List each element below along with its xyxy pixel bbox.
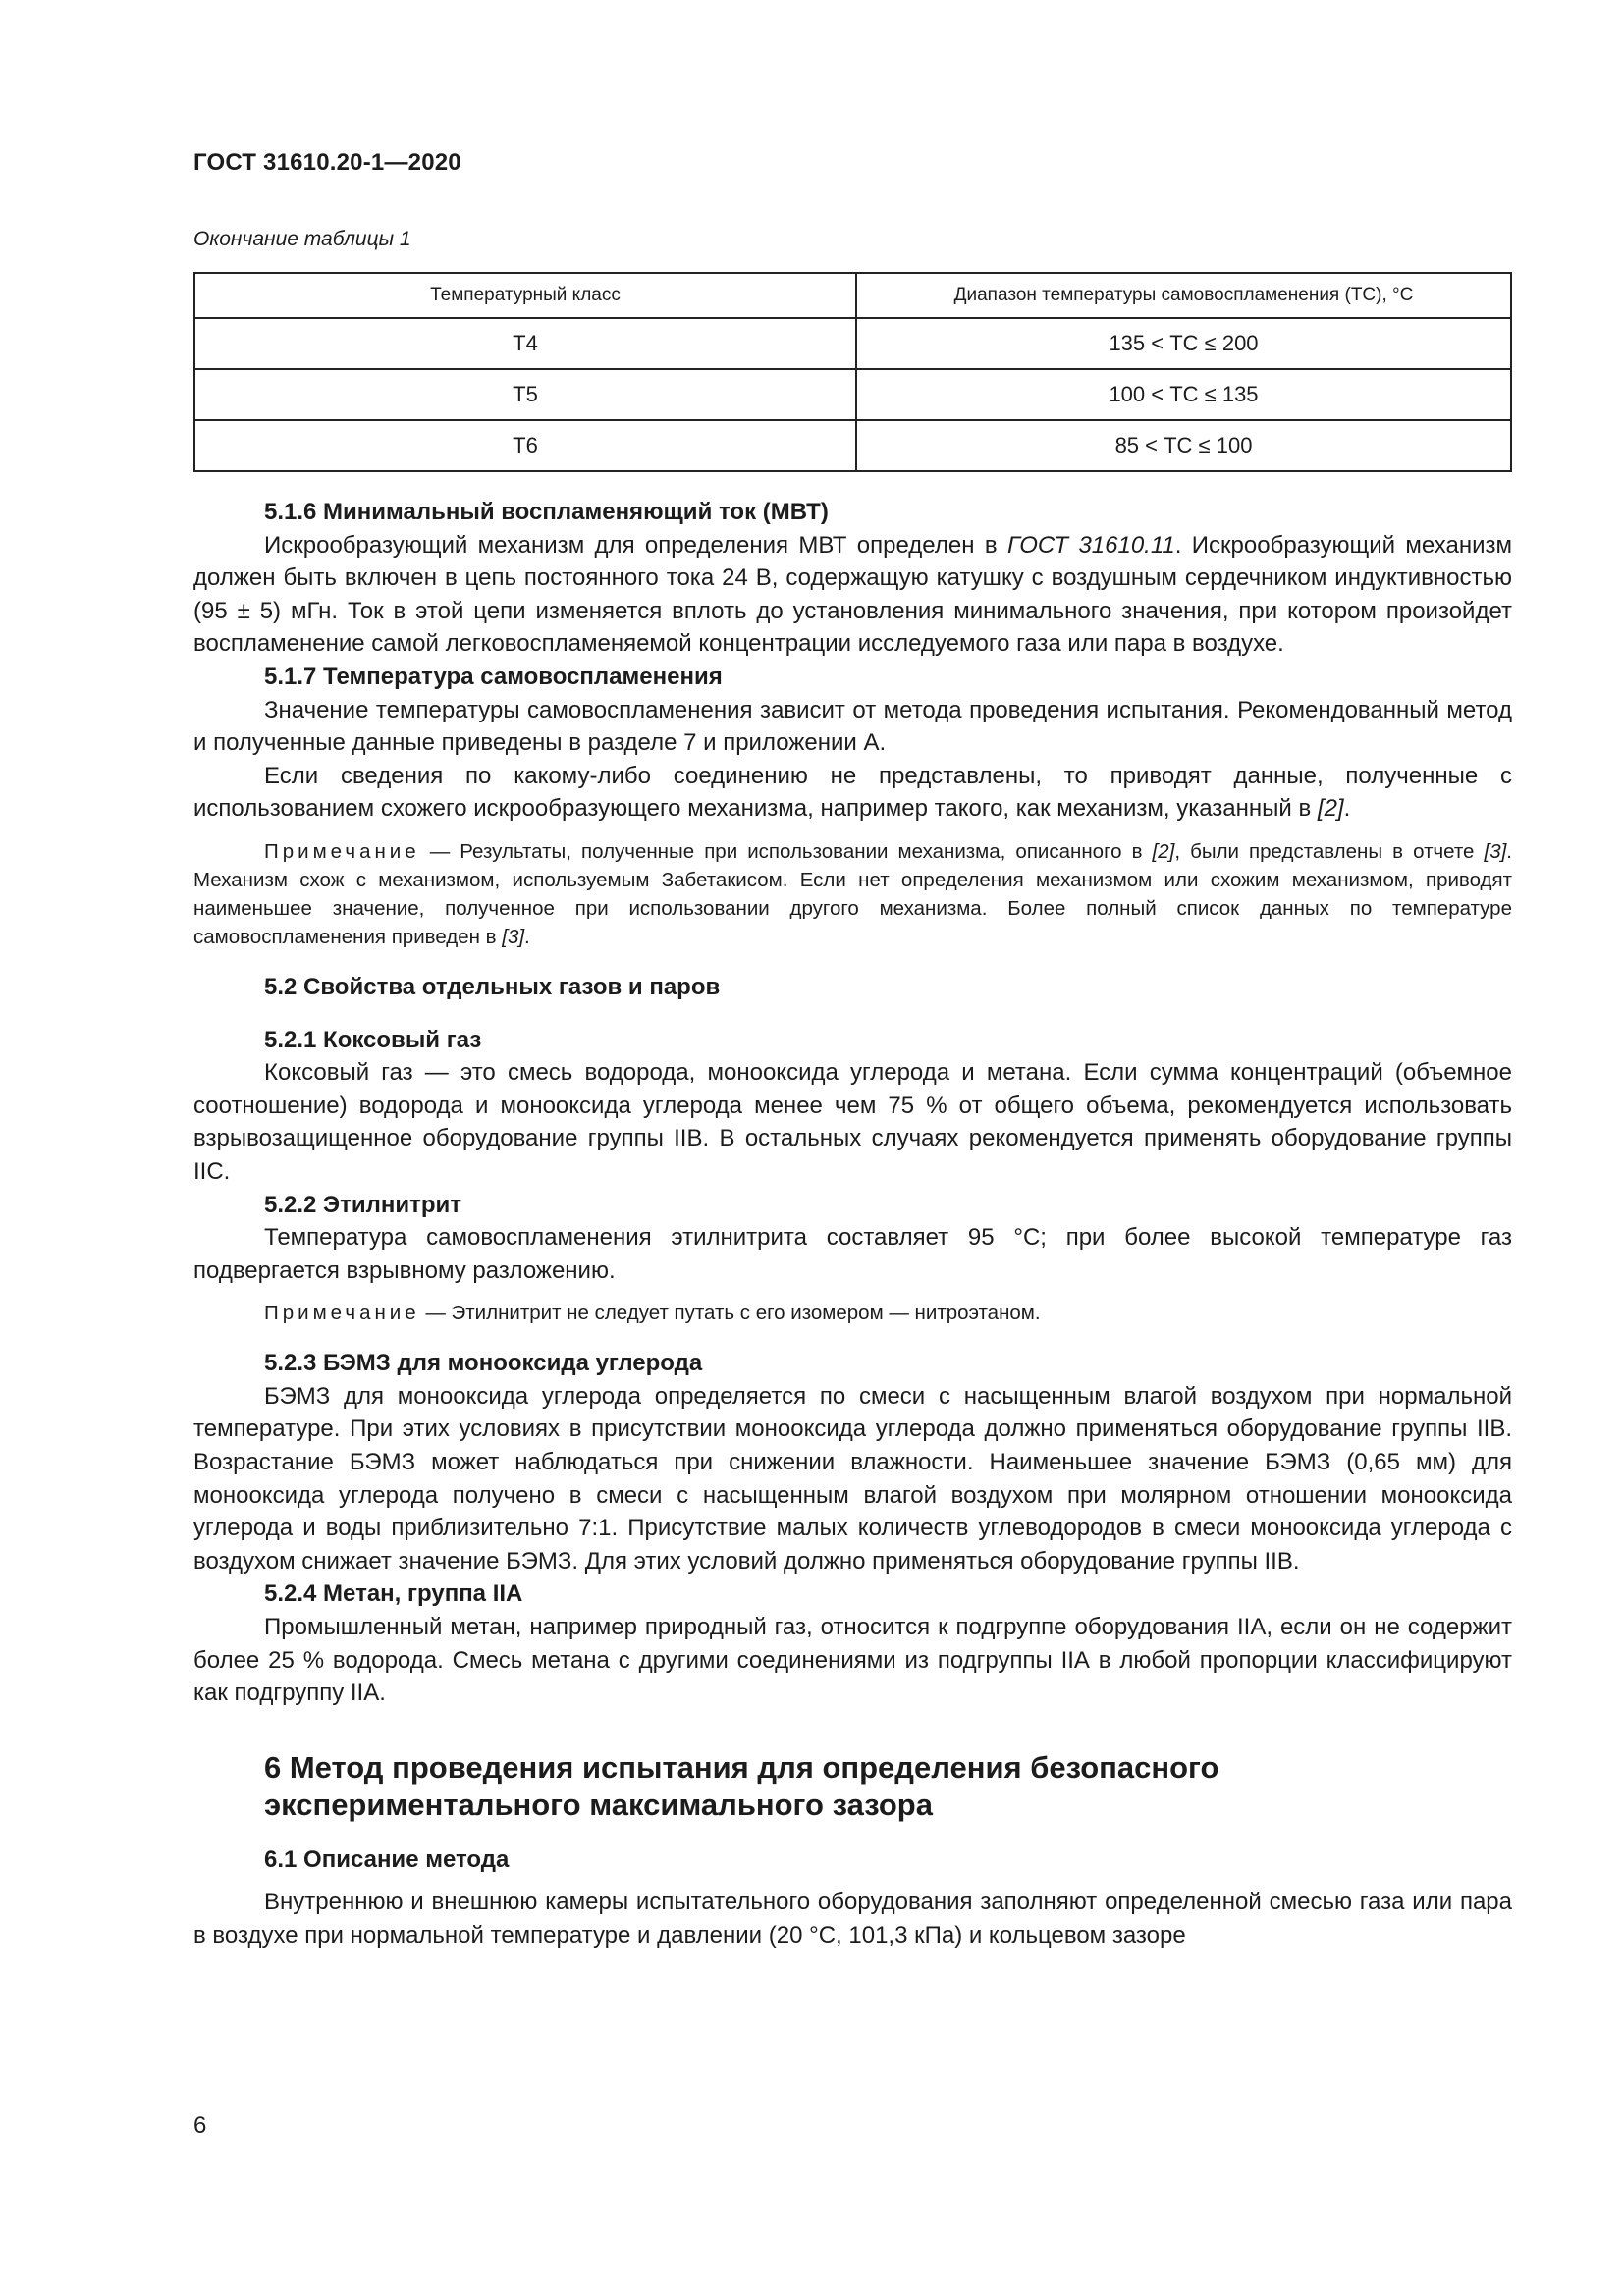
table-cell-class: Т5 (194, 369, 856, 420)
text: Искрообразующий механизм для определения МВТ определен в (264, 531, 1007, 559)
table-caption: Окончание таблицы 1 (193, 228, 411, 250)
section-heading-5-2: 5.2 Свойства отдельных газов и паров (264, 973, 721, 1000)
column-header-range-unit: °С (1392, 285, 1414, 305)
text: . Механизм схож с механизмом, используемым Забетакисом. Если нет определения механизмом или схожим механизмом, приводят наименьшее значение, полученное при использовании другого механизма. Более полный список данных по температуре самовоспламенения приведен в (193, 839, 1512, 948)
paragraph-5-2-3: БЭМЗ для монооксида углерода определяется по смеси с насыщенным влагой воздухом при нормальной температуре. При этих условиях в присутствии монооксида углерода должно применяться оборудование группы IIВ. Возрастание БЭМЗ может наблюдаться при снижении влажности. Наименьшее значение БЭМЗ (0,65 мм) для монооксида углерода получено в смеси с насыщенным влагой воздухом при молярном отношении монооксида углерода и воды приблизительно 7:1. Присутствие малых количеств углеводородов в смеси монооксида углерода с воздухом снижает значение БЭМЗ. Для этих условий должно применяться оборудование группы IIВ. (193, 1382, 1512, 1575)
paragraph-5-1-7-a: Значение температуры самовоспламенения зависит от метода проведения испытания. Рекомендованный метод и полученные данные приведены в разделе 7 и приложении А. (193, 696, 1512, 757)
text: — Результаты, полученные при использовании механизма, описанного в (419, 839, 1153, 863)
section-heading-5-1-7: 5.1.7 Температура самовоспламенения (264, 663, 723, 690)
section-heading-5-2-4: 5.2.4 Метан, группа IIА (264, 1580, 523, 1608)
document-body (193, 496, 1512, 1952)
paragraph-6-1: Внутреннюю и внешнюю камеры испытательного оборудования заполняют определенной смесью газа или пара в воздухе при нормальной температуре и давлении (20 °С, 101,3 кПа) и кольцевом зазоре (193, 1889, 1512, 1949)
paragraph-5-2-2: Температура самовоспламенения этилнитрита составляет 95 °С; при более высокой температуре газ подвергается взрывному разложению. (193, 1224, 1512, 1284)
table-cell-class: Т6 (194, 420, 856, 471)
table-row (194, 369, 1511, 420)
table-row (194, 318, 1511, 369)
section-heading-6-1: 6.1 Описание метода (264, 1845, 510, 1873)
column-header-range (856, 273, 1511, 318)
note-5-2-2 (193, 1299, 1512, 1327)
text: . (524, 925, 530, 948)
column-header-class: Температурный класс (194, 273, 856, 318)
reference: [3] (1484, 839, 1507, 863)
temperature-class-table (193, 272, 1512, 472)
reference: [2] (1317, 795, 1344, 823)
document-id-header: ГОСТ 31610.20-1—2020 (193, 149, 461, 176)
section-heading-5-2-2: 5.2.2 Этилнитрит (264, 1191, 462, 1218)
column-header-range-label: Диапазон температуры самовоспламенения (ТС), (953, 285, 1387, 305)
note-lead: Примечание (264, 1302, 420, 1325)
note-lead: Примечание (264, 839, 420, 863)
table-cell-class: Т4 (194, 318, 856, 369)
text: , были представлены в отчете (1174, 839, 1485, 863)
section-heading-5-1-6: 5.1.6 Минимальный воспламеняющий ток (МВТ) (264, 499, 829, 525)
text: Если сведения по какому-либо соединению не представлены, то приводят данные, полученные с использованием схожего искрообразующего механизма, например такого, как механизм, указанный в (193, 762, 1512, 823)
table-cell-range: 100 < ТС ≤ 135 (856, 369, 1511, 420)
table-cell-range: 135 < ТС ≤ 200 (856, 318, 1511, 369)
paragraph-5-2-4: Промышленный метан, например природный газ, относится к подгруппе оборудования IIА, если он не содержит более 25 % водорода. Смесь метана с другими соединениями из подгруппы IIА в любой пропорции классифицируют как подгруппу IIА. (193, 1614, 1512, 1707)
reference: [3] (502, 925, 525, 948)
section-heading-6: 6 Метод проведения испытания для определения безопасного экспериментального максимального зазора (264, 1749, 1219, 1822)
paragraph-5-1-7-b (193, 760, 1512, 826)
table-header-row (194, 273, 1511, 318)
text: — Этилнитрит не следует путать с его изомером — нитроэтаном. (419, 1302, 1041, 1325)
note-5-1-7 (193, 837, 1512, 951)
reference: [2] (1152, 839, 1175, 863)
text: . Искрообразующий механизм должен быть включен в цепь постоянного тока 24 В, содержащую катушку с воздушным сердечником индуктивностью (95 ± 5) мГн. Ток в этой цепи изменяется вплоть до установления минимального значения, при котором произойдет воспламенение самой легковоспламеняемой концентрации исследуемого газа или пара в воздухе. (193, 531, 1512, 658)
table-cell-range: 85 < ТС ≤ 100 (856, 420, 1511, 471)
reference-gost: ГОСТ 31610.11 (1006, 531, 1175, 559)
section-heading-5-2-1: 5.2.1 Коксовый газ (264, 1026, 482, 1053)
table-row (194, 420, 1511, 471)
paragraph-5-1-6 (193, 529, 1512, 661)
section-heading-5-2-3: 5.2.3 БЭМЗ для монооксида углерода (264, 1350, 703, 1377)
text: . (1343, 795, 1351, 823)
paragraph-5-2-1: Коксовый газ — это смесь водорода, монооксида углерода и метана. Если сумма концентраций (объемное соотношение) водорода и монооксида углерода менее чем 75 % от общего объема, рекомендуется использовать взрывозащищенное оборудование группы IIВ. В остальных случаях рекомендуется применять оборудование группы IIС. (193, 1059, 1512, 1185)
page-number: 6 (193, 2112, 207, 2139)
